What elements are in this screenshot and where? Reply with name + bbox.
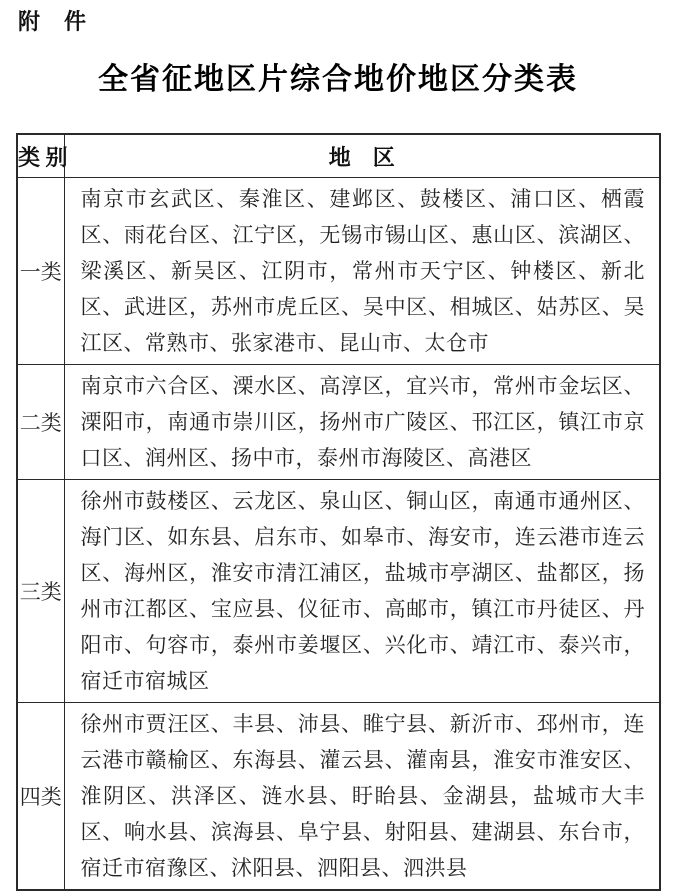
- classification-table-body: [17, 178, 660, 891]
- page-title: 全省征地区片综合地价地区分类表: [98, 63, 578, 96]
- table-row: [17, 365, 660, 480]
- regions-cell: 徐州市贾汪区、丰县、沛县、睢宁县、新沂市、邳州市，连云港市赣榆区、东海县、灌云县、灌南县，淮安市淮安区、淮阴区、洪泽区、涟水县、盱眙县、金湖县，盐城市大丰区、响水县、滨海县、阜宁县、射阳县、建湖县、东台市，宿迁市宿豫区、沭阳县、泗阳县、泗洪县: [64, 703, 660, 891]
- regions-cell: 徐州市鼓楼区、云龙区、泉山区、铜山区，南通市通州区、海门区、如东县、启东市、如皋市、海安市，连云港市连云区、海州区，淮安市清江浦区，盐城市亭湖区、盐都区，扬州市江都区、宝应县、仪征市、高邮市，镇江市丹徒区、丹阳市、句容市，泰州市姜堰区、兴化市、靖江市、泰兴市，宿迁市宿城区: [64, 480, 660, 703]
- table-row: [17, 480, 660, 703]
- category-cell: 四类: [17, 703, 64, 891]
- table-row: [17, 178, 660, 365]
- category-cell: 一类: [17, 178, 64, 365]
- attachment-label: 附 件: [18, 9, 88, 34]
- table-header-row: [17, 134, 660, 178]
- table-header: [17, 134, 660, 178]
- classification-table: [16, 133, 661, 891]
- regions-cell: 南京市六合区、溧水区、高淳区，宜兴市，常州市金坛区、溧阳市，南通市崇川区，扬州市广陵区、邗江区，镇江市京口区、润州区、扬中市，泰州市海陵区、高港区: [64, 365, 660, 480]
- regions-cell: 南京市玄武区、秦淮区、建邺区、鼓楼区、浦口区、栖霞区、雨花台区、江宁区，无锡市锡山区、惠山区、滨湖区、梁溪区、新吴区、江阴市，常州市天宁区、钟楼区、新北区、武进区，苏州市虎丘区、吴中区、相城区、姑苏区、吴江区、常熟市、张家港市、昆山市、太仓市: [64, 178, 660, 365]
- table-row: [17, 703, 660, 891]
- category-cell: 二类: [17, 365, 64, 480]
- header-category: 类 别: [17, 134, 64, 178]
- header-region: 地 区: [64, 134, 660, 178]
- category-cell: 三类: [17, 480, 64, 703]
